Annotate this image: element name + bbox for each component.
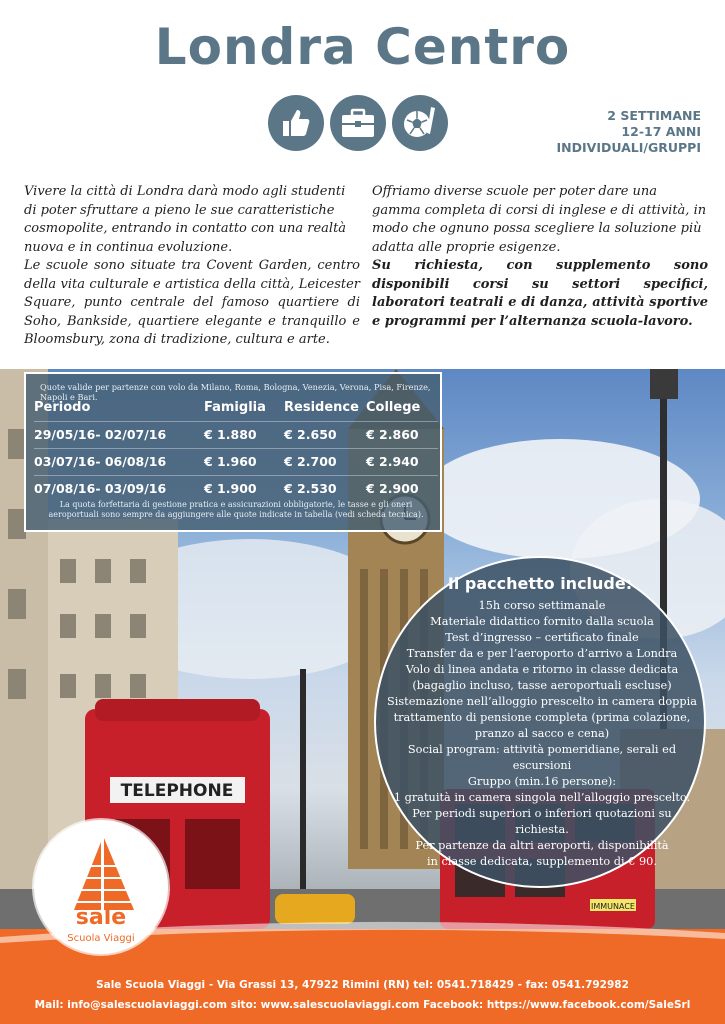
- list-item: Test d’ingresso – certificato finale: [445, 631, 639, 644]
- list-item: Volo di linea andata e ritorno in classe dedicata: [405, 663, 679, 676]
- price-note-top: Quote valide per partenze con volo da Milano, Roma, Bologna, Venezia, Verona, Pisa, Firenze, Napoli e Bari.: [40, 382, 431, 402]
- list-item: trattamento di pensione completa (prima colazione,: [393, 711, 691, 724]
- list-item: Per partenze da altri aeroporti, disponibilità: [415, 839, 669, 852]
- soccer-paintbrush-icon: [392, 95, 448, 151]
- list-item: Materiale didattico fornito dalla scuola: [430, 615, 654, 628]
- family-price-cell: € 1.900: [204, 476, 284, 503]
- residence-price-cell: € 2.700: [284, 449, 366, 476]
- price-table-header: [34, 398, 438, 422]
- college-price-cell: € 2.860: [366, 422, 438, 449]
- sail-icon: [34, 820, 168, 910]
- price-table: [34, 398, 438, 502]
- age-label: 12-17 ANNI: [621, 124, 701, 139]
- period-cell: 29/05/16- 02/07/16: [34, 422, 204, 449]
- intro-right-bold-paragraph: Su richiesta, con supplemento sono disponibili corsi su settori specifici, laboratori teatrali e di danza, attività sportive e programmi per l’alternanza scuola-lavoro.: [372, 258, 708, 329]
- list-item: 15h corso settimanale: [478, 599, 606, 612]
- package-circle: [374, 556, 706, 888]
- list-item: Social program: attività pomeridiane, serali ed escursioni: [407, 743, 677, 772]
- thumbs-up-icon: [268, 95, 324, 151]
- page-title: Londra Centro: [154, 18, 571, 76]
- intro-left-column: [24, 183, 360, 350]
- list-item: Sistemazione nell’alloggio prescelto in camera doppia: [387, 695, 697, 708]
- intro-right-column: [372, 183, 708, 331]
- table-row: [34, 476, 438, 503]
- briefcase-icon: [330, 95, 386, 151]
- list-item: Gruppo (min.16 persone):: [467, 775, 617, 788]
- list-item: Per periodi superiori o inferiori quotazioni su richiesta.: [412, 807, 672, 836]
- footer-contact: Sale Scuola Viaggi - Via Grassi 13, 47922 Rimini (RN) tel: 0541.718429 - fax: 0541.792982: [96, 979, 629, 991]
- list-item: 1 gratuità in camera singola nell’alloggio prescelto.: [393, 791, 691, 804]
- family-price-cell: € 1.880: [204, 422, 284, 449]
- intro-left-paragraph-2: Le scuole sono situate tra Covent Garden, centro della vita culturale e artistica della città, Leicester Square, punto centrale del famoso quartiere di Soho, Bankside, quartiere elegante e tranquillo e Bloomsbury, zona di tradizione, cultura e arte.: [24, 258, 360, 347]
- list-item: Transfer da e per l’aeroporto d’arrivo a Londra: [406, 647, 678, 660]
- price-note-bottom: La quota forfettaria di gestione pratica e assicurazioni obbligatorie, le tasse e gli oneri aeroportuali sono sempre da aggiungere alle quote indicate in tabella (vedi scheda tecnica).: [48, 500, 424, 519]
- family-price-cell: € 1.960: [204, 449, 284, 476]
- logo-subtitle: Scuola Viaggi: [67, 933, 135, 944]
- residence-price-cell: € 2.530: [284, 476, 366, 503]
- header-family: Famiglia: [204, 400, 266, 415]
- list-item: in classe dedicata, supplemento di € 90.: [427, 855, 657, 868]
- groups-label: INDIVIDUALI/GRUPPI: [556, 140, 701, 155]
- list-item: pranzo al sacco e cena): [474, 727, 610, 740]
- logo-word: sale: [75, 905, 127, 930]
- residence-price-cell: € 2.650: [284, 422, 366, 449]
- college-price-cell: € 2.940: [366, 449, 438, 476]
- header-college: College: [366, 400, 421, 415]
- package-list: [386, 598, 698, 870]
- feature-icons: [268, 95, 448, 151]
- trip-summary: [557, 108, 701, 156]
- price-table-box: [24, 372, 442, 532]
- duration-label: 2 SETTIMANE: [607, 108, 701, 123]
- header-period: Periodo: [34, 400, 91, 415]
- intro-left-paragraph: Vivere la città di Londra darà modo agli studenti di poter sfruttare a pieno le sue caratteristiche cosmopolite, entrando in contatto con una realtà nuova e in continua evoluzione.: [24, 184, 347, 255]
- table-row: [34, 422, 438, 449]
- period-cell: 03/07/16- 06/08/16: [34, 449, 204, 476]
- footer-links[interactable]: Mail: info@salescuolaviaggi.com sito: www.salescuolaviaggi.com Facebook: https://www.facebook.com/SaleSrl: [34, 999, 691, 1011]
- sale-logo: [34, 820, 168, 954]
- period-cell: 07/08/16- 03/09/16: [34, 476, 204, 503]
- college-price-cell: € 2.900: [366, 476, 438, 503]
- intro-right-paragraph: Offriamo diverse scuole per poter dare una gamma completa di corsi di inglese e di attività, in modo che ognuno possa scegliere la soluzione più adatta alle proprie esigenze.: [372, 184, 707, 255]
- package-title: Il pacchetto include:: [447, 574, 633, 593]
- table-row: [34, 449, 438, 476]
- list-item: (bagaglio incluso, tasse aeroportuali escluse): [412, 679, 672, 692]
- header-residence: Residence: [284, 400, 359, 415]
- telephone-sign: TELEPHONE: [120, 781, 234, 801]
- bus-plate: IMMUNACE: [591, 902, 635, 911]
